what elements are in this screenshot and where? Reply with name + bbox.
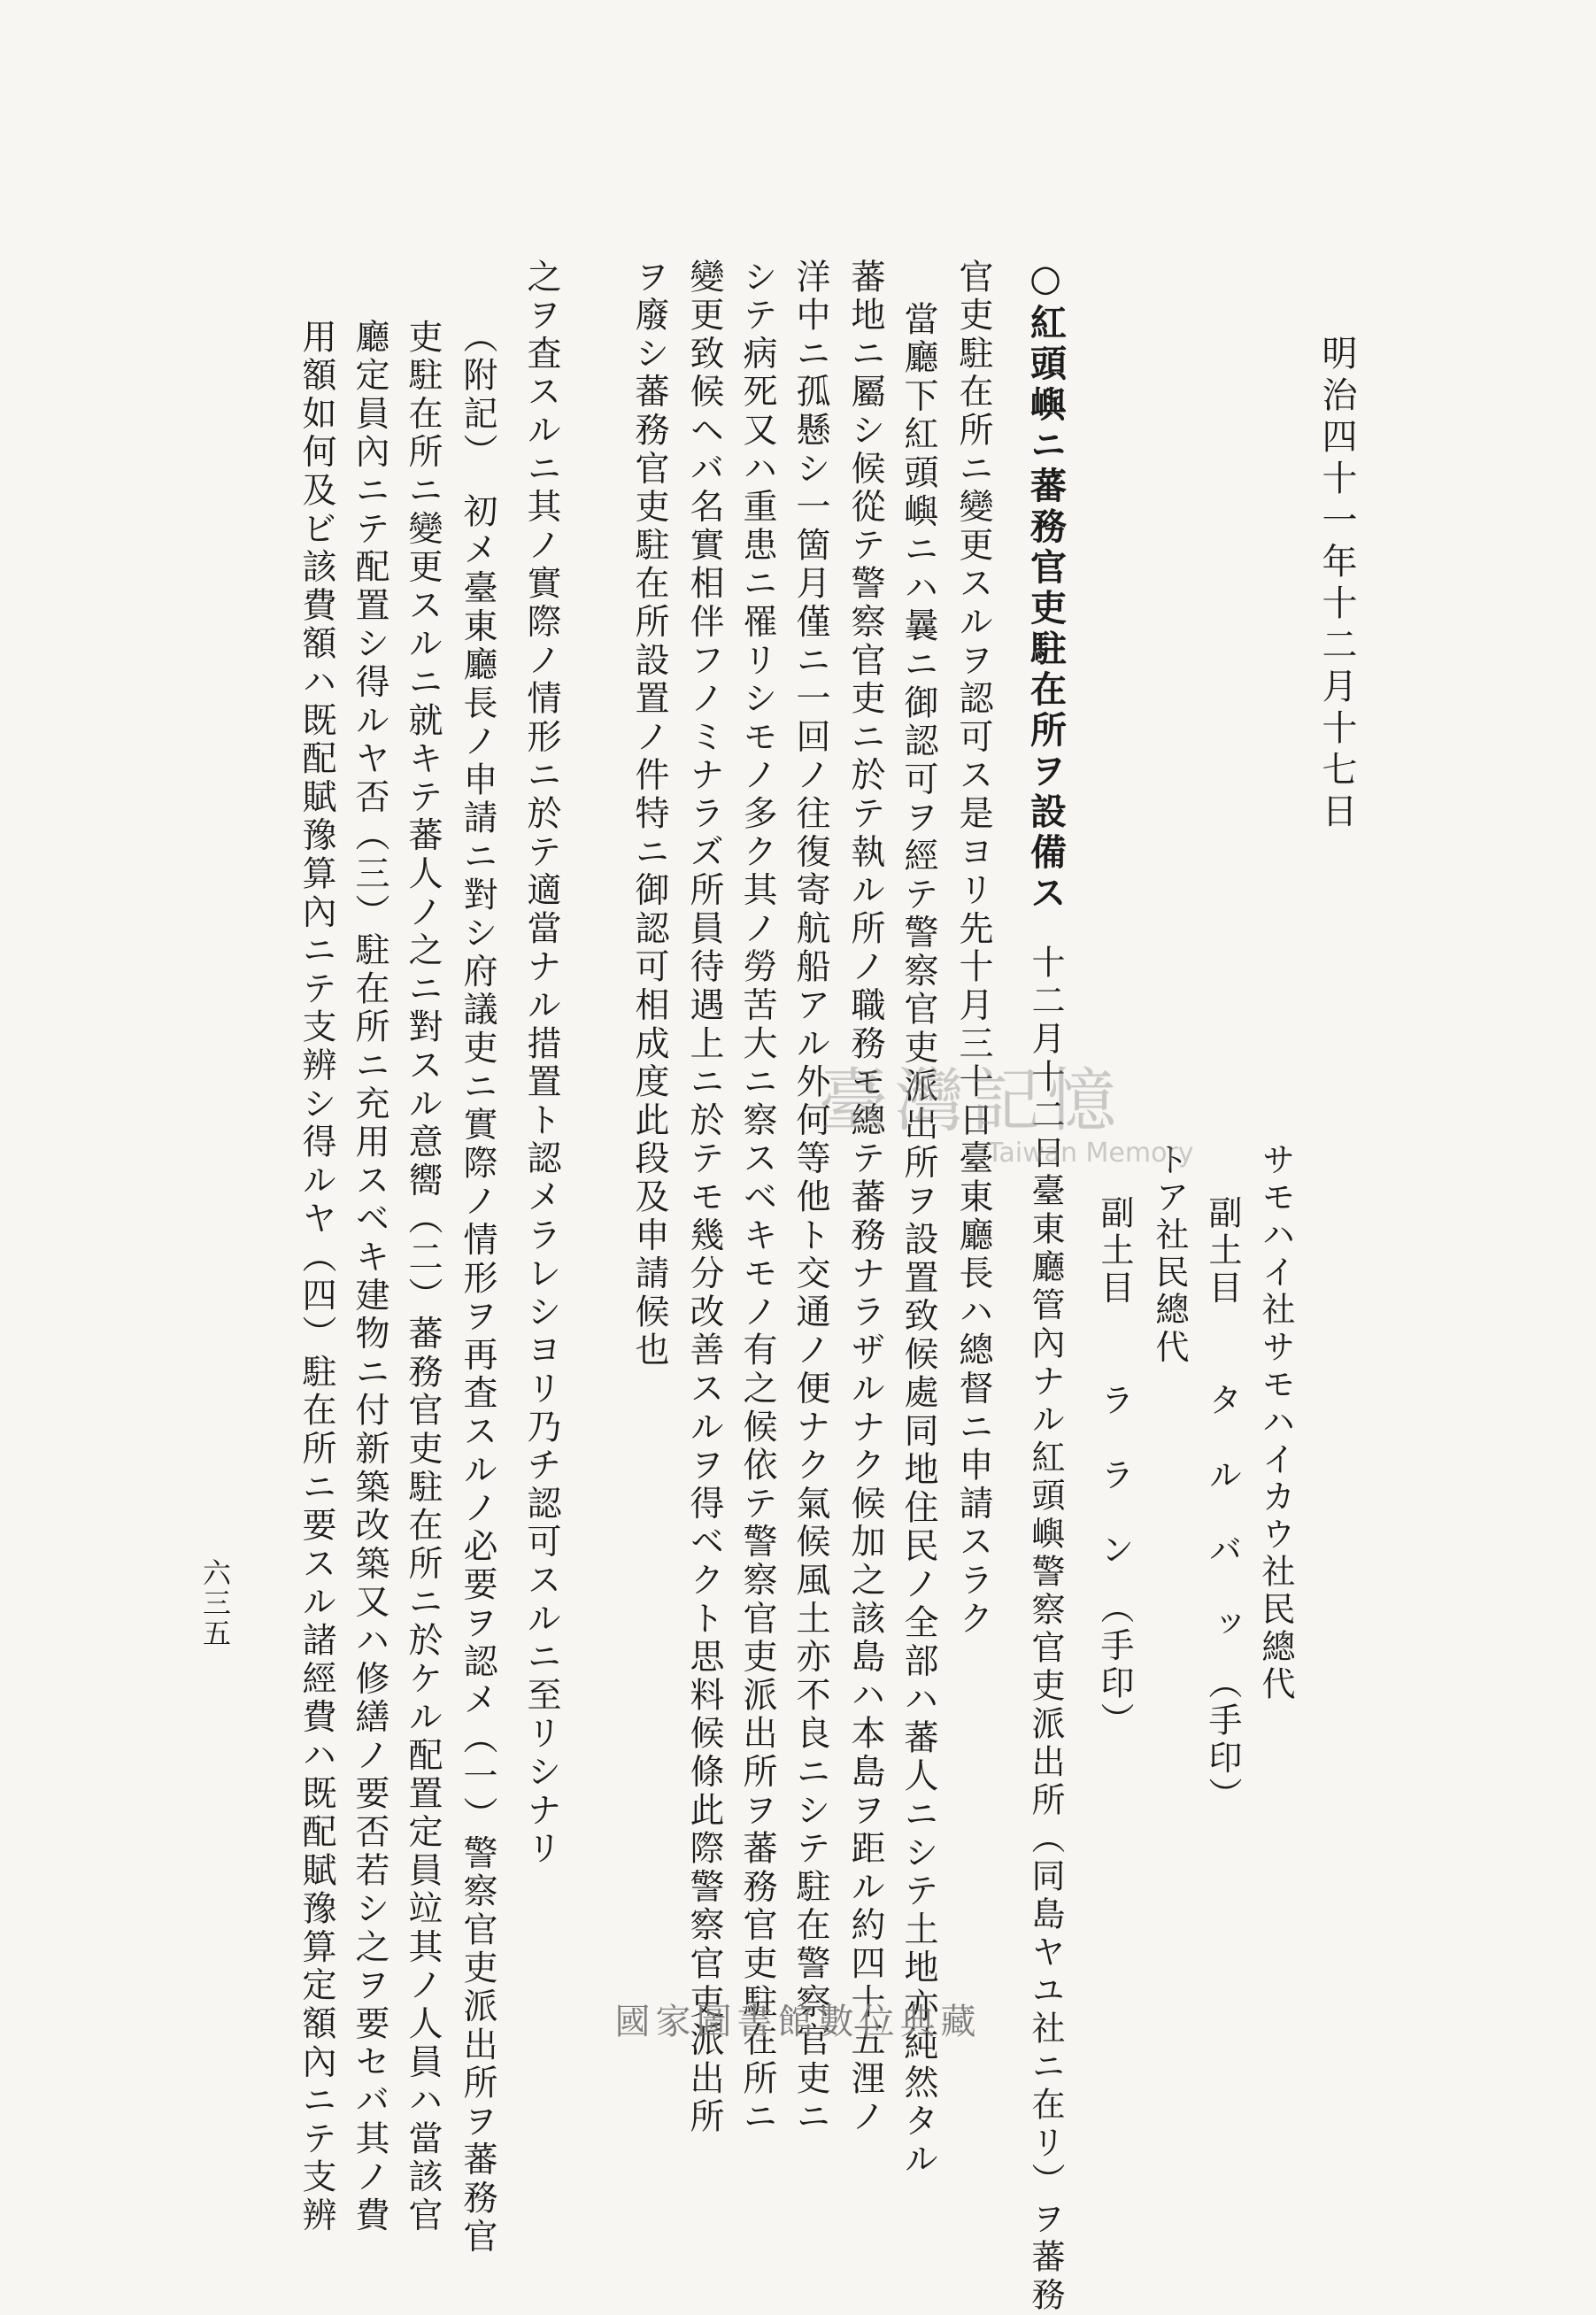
body-line: 當廳下紅頭嶼ニハ曩ニ御認可ヲ經テ警察官吏派出所ヲ設置致候處同地住民ノ全部ハ蕃人ニシテ土地亦純然タル bbox=[898, 301, 938, 2180]
signature-line: 副土目 ラ ラ ン （手印） bbox=[1095, 1195, 1134, 1740]
appendix-line: 吏駐在所ニ變更スルニ就キテ蕃人ノ之ニ對スル意嚮（二）蕃務官吏駐在所ニ於ケル配置定員竝其ノ人員ハ當該官 bbox=[403, 319, 443, 2235]
body-line: 蕃地ニ屬シ候從テ警察官吏ニ於テ執ル所ノ職務モ總テ蕃務ナラザルナク候加之該島ハ本島ヲ距ル約四十五浬ノ bbox=[845, 259, 885, 2137]
appendix-line: （附記） 初メ臺東廳長ノ申請ニ對シ府議吏ニ實際ノ情形ヲ再査スルノ必要ヲ認メ（一）警察官吏派出所ヲ蕃務官 bbox=[458, 319, 497, 2257]
watermark-main-text: 臺灣記憶 bbox=[819, 1061, 1124, 1141]
signature-line: トア社民總代 bbox=[1150, 1142, 1189, 1367]
page-number: 六三五 bbox=[198, 1558, 232, 1648]
body-line: 之ヲ査スルニ其ノ實際ノ情形ニ於テ適當ナル措置ト認メラレシヨリ乃チ認可スルニ至リシナリ bbox=[521, 259, 561, 1869]
signature-line: サモハイ社サモハイカウ社民總代 bbox=[1256, 1142, 1295, 1704]
watermark-sub-text: Taiwan Memory bbox=[987, 1138, 1194, 1169]
body-line: ヲ廢シ蕃務官吏駐在所設置ノ件特ニ御認可相成度此段及申請候也 bbox=[629, 259, 669, 1370]
body-line: 洋中ニ孤懸シ一箇月僅ニ一回ノ往復寄航船アル外何等他ト交通ノ便ナク氣候風土亦不良ニシテ駐在警察官吏ニ bbox=[790, 259, 830, 2137]
footer-credit: 國家圖書館數位典藏 bbox=[614, 2002, 982, 2042]
body-line: 官吏駐在所ニ變更スルヲ認可ス是ヨリ先十月三十日臺東廳長ハ總督ニ申請スラク bbox=[953, 259, 993, 1639]
appendix-line: 廳定員內ニテ配置シ得ルヤ否（三）駐在所ニ充用スベキ建物ニ付新築改築又ハ修繕ノ要否若シ之ヲ要セバ其ノ費 bbox=[350, 319, 389, 2235]
document-date: 明治四十一年十二月十七日 bbox=[1316, 335, 1357, 834]
appendix-line: 用額如何及ビ該費額ハ既配賦豫算內ニテ支辨シ得ルヤ（四）駐在所ニ要スル諸經費ハ既配賦豫算定額內ニテ支辨 bbox=[297, 319, 336, 2235]
body-line: シテ病死又ハ重患ニ罹リシモノ多ク其ノ勞苦大ニ察スベキモノ有之候依テ警察官吏派出所ヲ蕃務官吏駐在所ニ bbox=[737, 259, 777, 2137]
body-line: 變更致候ヘバ名實相伴フノミナラズ所員待遇上ニ於テモ幾分改善スルヲ得ベクト思料候條此際警察官吏派出所 bbox=[684, 259, 724, 2137]
body-line: 十二月十二日臺東廳管內ナル紅頭嶼警察官吏派出所（同島ヤユ社ニ在リ）ヲ蕃務 bbox=[1026, 945, 1065, 2315]
article-title: ○紅頭嶼ニ蕃務官吏駐在所ヲ設備ス bbox=[1024, 257, 1067, 914]
signature-line: 副土目 タ ル バ ッ （手印） bbox=[1203, 1195, 1242, 1816]
